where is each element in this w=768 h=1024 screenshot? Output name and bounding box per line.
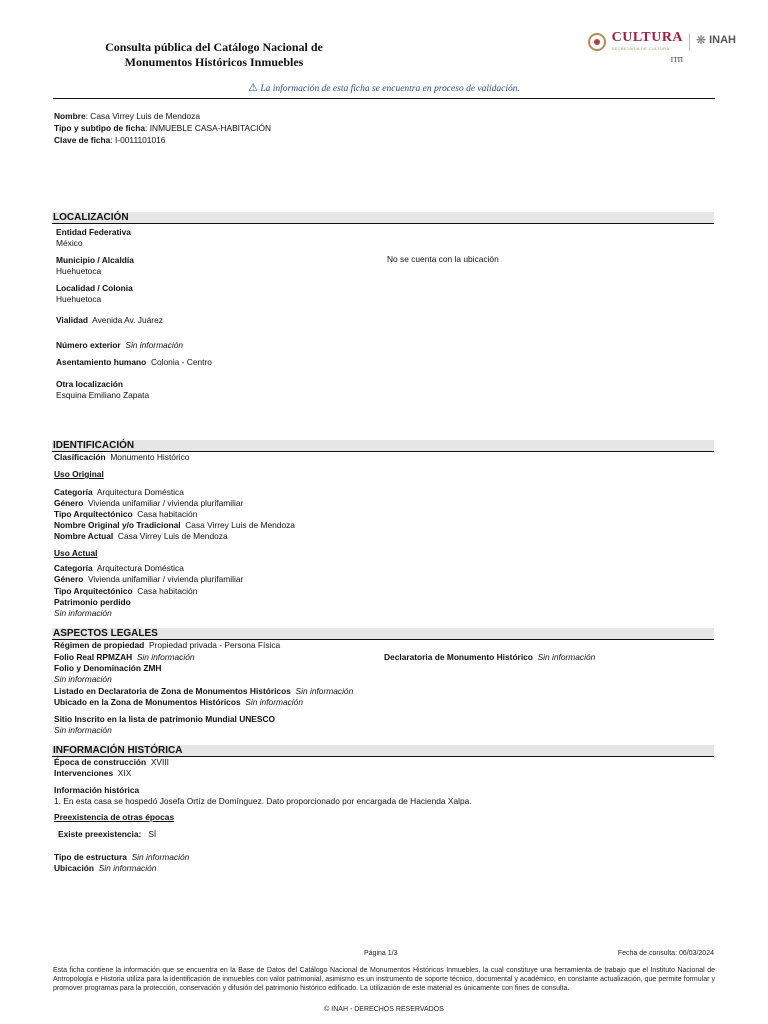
map-unavailable-note: No se cuenta con la ubicación: [387, 254, 499, 264]
localidad-label: Localidad / Colonia: [56, 283, 133, 293]
epoca-construccion: Época de construcción XVIII: [54, 757, 169, 767]
ficha-tipo: Tipo y subtipo de ficha: INMUEBLE CASA-HABITACIÓN: [54, 123, 272, 133]
listado-declaratoria: Listado en Declaratoria de Zona de Monumentos Históricos Sin información: [54, 686, 354, 696]
cultura-logo-subtext: SECRETARÍA DE CULTURA: [611, 46, 670, 51]
otra-localizacion-label: Otra localización: [56, 379, 124, 389]
inah-logo-text: INAH: [709, 34, 736, 46]
asentamiento: Asentamiento humano Colonia - Centro: [56, 357, 212, 367]
imm-logo: ɪтп: [670, 54, 683, 65]
municipio-value: Huehuetoca: [56, 266, 102, 276]
orig-tipo: Tipo Arquitectónico Casa habitación: [54, 509, 198, 519]
warning-icon: ⚠: [248, 82, 258, 94]
title-line-2: Monumentos Históricos Inmuebles: [124, 55, 304, 69]
declaratoria-monumento: Declaratoria de Monumento Histórico Sin información: [384, 652, 596, 662]
orig-categoria: Categoría Arquitectura Doméstica: [54, 487, 184, 497]
title-line-1: Consulta pública del Catálogo Nacional de: [105, 40, 323, 54]
cultura-logo: [612, 30, 683, 51]
page-number: Página 1/3: [364, 950, 398, 957]
numero-exterior: Número exterior Sin información: [56, 340, 184, 350]
otra-localizacion-value: Esquina Emiliano Zapata: [56, 390, 150, 400]
localidad-value: Huehuetoca: [56, 294, 102, 304]
orig-nombre: Nombre Original y/o Tradicional Casa Virrey Luis de Mendoza: [54, 520, 295, 530]
informacion-historica-label: Información histórica: [54, 785, 140, 795]
folio-real: Folio Real RPMZAH Sin información: [54, 652, 195, 662]
section-informacion-historica: INFORMACIÓN HISTÓRICA: [52, 745, 714, 757]
folio-zmh-value: Sin información: [54, 674, 112, 684]
unesco-label: Sitio Inscrito en la lista de patrimonio Mundial UNESCO: [54, 714, 276, 724]
cultura-seal-icon: [588, 33, 606, 51]
header-logos: [588, 30, 736, 70]
inah-emblem-icon: ❋: [696, 33, 707, 47]
intervenciones: Intervenciones XIX: [54, 768, 132, 778]
tipo-estructura: Tipo de estructura Sin información: [54, 852, 190, 862]
regimen-propiedad: Régimen de propiedad Propiedad privada - Persona Física: [54, 640, 281, 650]
entidad-value: México: [56, 238, 83, 248]
validation-warning-text: La información de esta ficha se encuentra en proceso de validación.: [260, 84, 520, 94]
clasificacion: Clasificación Monumento Histórico: [54, 452, 190, 462]
preexistencia-heading: Preexistencia de otras épocas: [54, 812, 175, 822]
existe-preexistencia: Existe preexistencia: SÍ: [58, 829, 157, 839]
logo-divider: [689, 33, 690, 51]
section-aspectos-legales: ASPECTOS LEGALES: [52, 628, 714, 640]
vialidad: Vialidad Avenida Av. Juárez: [56, 315, 163, 325]
document-title: [84, 40, 344, 70]
ubicacion: Ubicación Sin información: [54, 863, 157, 873]
patrimonio-perdido-label: Patrimonio perdido: [54, 597, 131, 607]
act-tipo: Tipo Arquitectónico Casa habitación: [54, 586, 198, 596]
ficha-clave: Clave de ficha: I-0011101016: [54, 135, 166, 145]
unesco-value: Sin información: [54, 725, 112, 735]
section-identificacion: IDENTIFICACIÓN: [52, 440, 714, 452]
validation-warning: [0, 81, 768, 94]
header-divider: [53, 98, 715, 99]
inah-logo: [696, 34, 736, 46]
actual-nombre: Nombre Actual Casa Virrey Luis de Mendoza: [54, 531, 228, 541]
folio-zmh-label: Folio y Denominación ZMH: [54, 663, 162, 673]
uso-actual-heading: Uso Actual: [54, 548, 98, 558]
ficha-nombre: Nombre: Casa Virrey Luis de Mendoza: [54, 111, 201, 121]
orig-genero: Género Vivienda unifamiliar / vivienda plurifamiliar: [54, 498, 244, 508]
informacion-historica-value: 1. En esta casa se hospedó Josefa Ortíz de Domínguez. Dato proporcionado por encargada de Hacienda Xalpa.: [54, 796, 472, 806]
copyright: © INAH - DERECHOS RESERVADOS: [324, 1006, 444, 1013]
municipio-label: Municipio / Alcaldía: [56, 255, 134, 265]
entidad-label: Entidad Federativa: [56, 227, 131, 237]
cultura-logo-text: CULTURA: [611, 30, 684, 45]
disclaimer-text: Esta ficha contiene la información que se encuentra en la Base de Datos del Catálogo Nacional de Monumentos Históricos Inmuebles, la cual constituye una herramienta de trabajo que el Instituto Nacional de Antropología e Historia utiliza para la identificación de inmuebles con valor patrimonial, asimismo es un instrumento de soporte técnico, documental y académico, en constante actualización, que permite formular y promover programas para la protección, conservación y difusión del patrimonio histórico edificado. La utilización de este material es únicamente con fines de consulta.: [53, 967, 715, 992]
section-localizacion: LOCALIZACIÓN: [52, 212, 714, 224]
act-categoria: Categoría Arquitectura Doméstica: [54, 563, 184, 573]
uso-original-heading: Uso Original: [54, 469, 104, 479]
consult-date: Fecha de consulta: 06/03/2024: [617, 950, 714, 957]
ubicado-zona: Ubicado en la Zona de Monumentos Históricos Sin información: [54, 697, 303, 707]
act-genero: Género Vivienda unifamiliar / vivienda plurifamiliar: [54, 574, 244, 584]
patrimonio-perdido-value: Sin información: [54, 608, 112, 618]
